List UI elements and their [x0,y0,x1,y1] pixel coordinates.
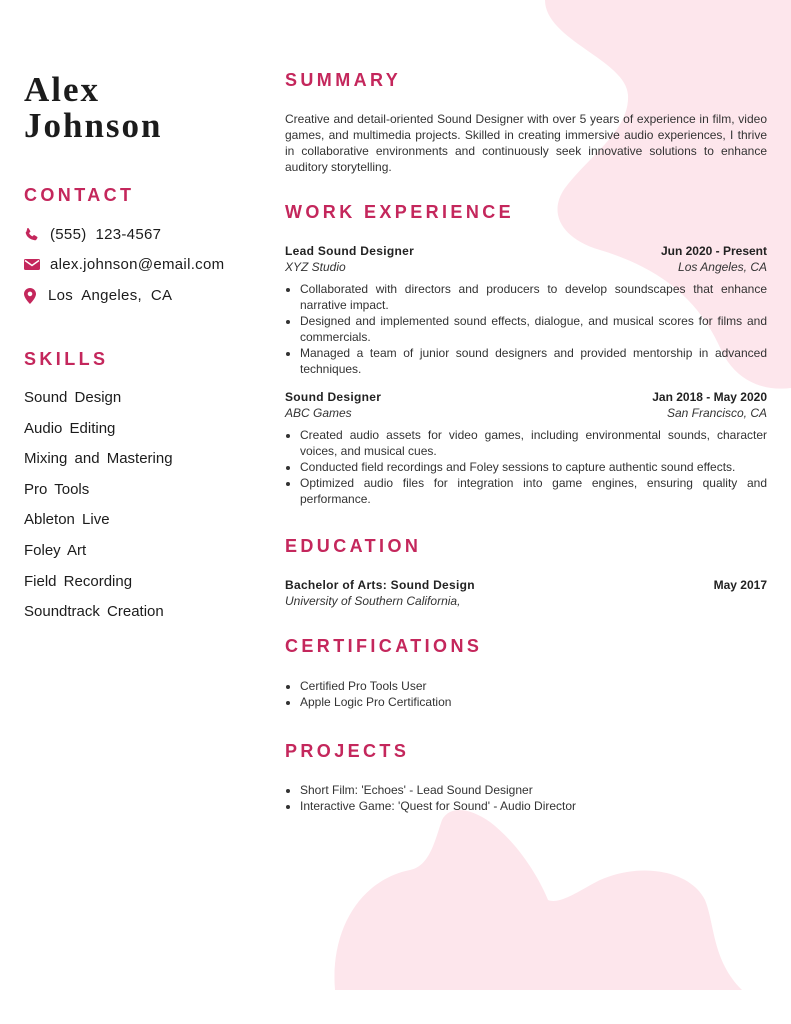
job-location: San Francisco, CA [666,406,767,420]
first-name: Alex [24,70,101,109]
summary-heading: SUMMARY [285,70,402,90]
job-title: Sound Designer [285,390,382,404]
bullet-item: • Optimized audio files for integration into game engines, ensuring quality and performance. [300,475,767,507]
skill-item: Ableton Live [24,511,110,529]
contact-email[interactable] [24,256,224,273]
location-text: Los Angeles, CA [48,287,173,304]
certifications-list [285,679,451,710]
skill-item: Field Recording [24,572,133,590]
job-bullets [285,281,767,377]
last-name: Johnson [24,106,163,145]
contact-location [24,287,172,304]
phone-icon [24,227,40,243]
skill-item: Foley Art [24,541,87,559]
skill-item: Audio Editing [24,419,116,437]
job-title: Lead Sound Designer [285,244,415,258]
company-name: XYZ Studio [285,260,346,274]
job-bullets [285,427,767,507]
bullet-item: • Created audio assets for video games, including environmental sounds, character voices, and musical cues. [300,427,767,459]
skill-item: Soundtrack Creation [24,603,164,621]
job-entry [285,244,767,377]
bottom-blob [334,810,742,990]
project-item: • Interactive Game: 'Quest for Sound' - Audio Director [300,799,576,815]
education-entry [285,578,767,608]
email-text[interactable]: alex.johnson@email.com [50,256,225,273]
degree: Bachelor of Arts: Sound Design [285,578,475,592]
skills-heading: SKILLS [24,349,109,369]
bullet-item: • Collaborated with directors and producers to develop soundscapes that enhance narrative impact. [300,281,767,313]
contact-heading: CONTACT [24,185,135,205]
certifications-heading: CERTIFICATIONS [285,636,483,656]
skills-list [24,389,173,634]
job-dates: Jun 2020 - Present [660,244,767,258]
education-date: May 2017 [713,578,767,592]
school-name: University of Southern California, [285,594,461,608]
education-heading: EDUCATION [285,536,422,556]
skill-item: Mixing and Mastering [24,450,173,468]
certification-item: • Certified Pro Tools User [300,679,451,695]
contact-phone [24,226,161,243]
email-icon [24,257,40,273]
bullet-item: • Designed and implemented sound effects, dialogue, and musical scores for films and commercials. [300,313,767,345]
certification-item: • Apple Logic Pro Certification [300,695,451,711]
phone-text: (555) 123-4567 [50,226,162,243]
job-dates: Jan 2018 - May 2020 [652,390,767,404]
project-item: • Short Film: 'Echoes' - Lead Sound Designer [300,783,576,799]
bullet-item: • Managed a team of junior sound designers and provided mentorship in advanced techniques. [300,345,767,377]
skill-item: Pro Tools [24,480,90,498]
job-location: Los Angeles, CA [678,260,767,274]
work-experience-heading: WORK EXPERIENCE [285,202,515,222]
job-entry [285,390,767,507]
location-pin-icon [24,288,40,304]
projects-heading: PROJECTS [285,741,410,761]
bullet-item: • Conducted field recordings and Foley sessions to capture authentic sound effects. [300,459,767,475]
summary-text: Creative and detail-oriented Sound Designer with over 5 years of experience in film, video games, and multimedia projects. Skilled in creating immersive audio experiences, I thrive in collaborative environments and continuously seek innovative solutions to enhance auditory storytelling. [285,112,767,174]
skill-item: Sound Design [24,389,122,406]
candidate-name [24,72,163,144]
projects-list [285,783,576,814]
company-name: ABC Games [285,406,352,420]
